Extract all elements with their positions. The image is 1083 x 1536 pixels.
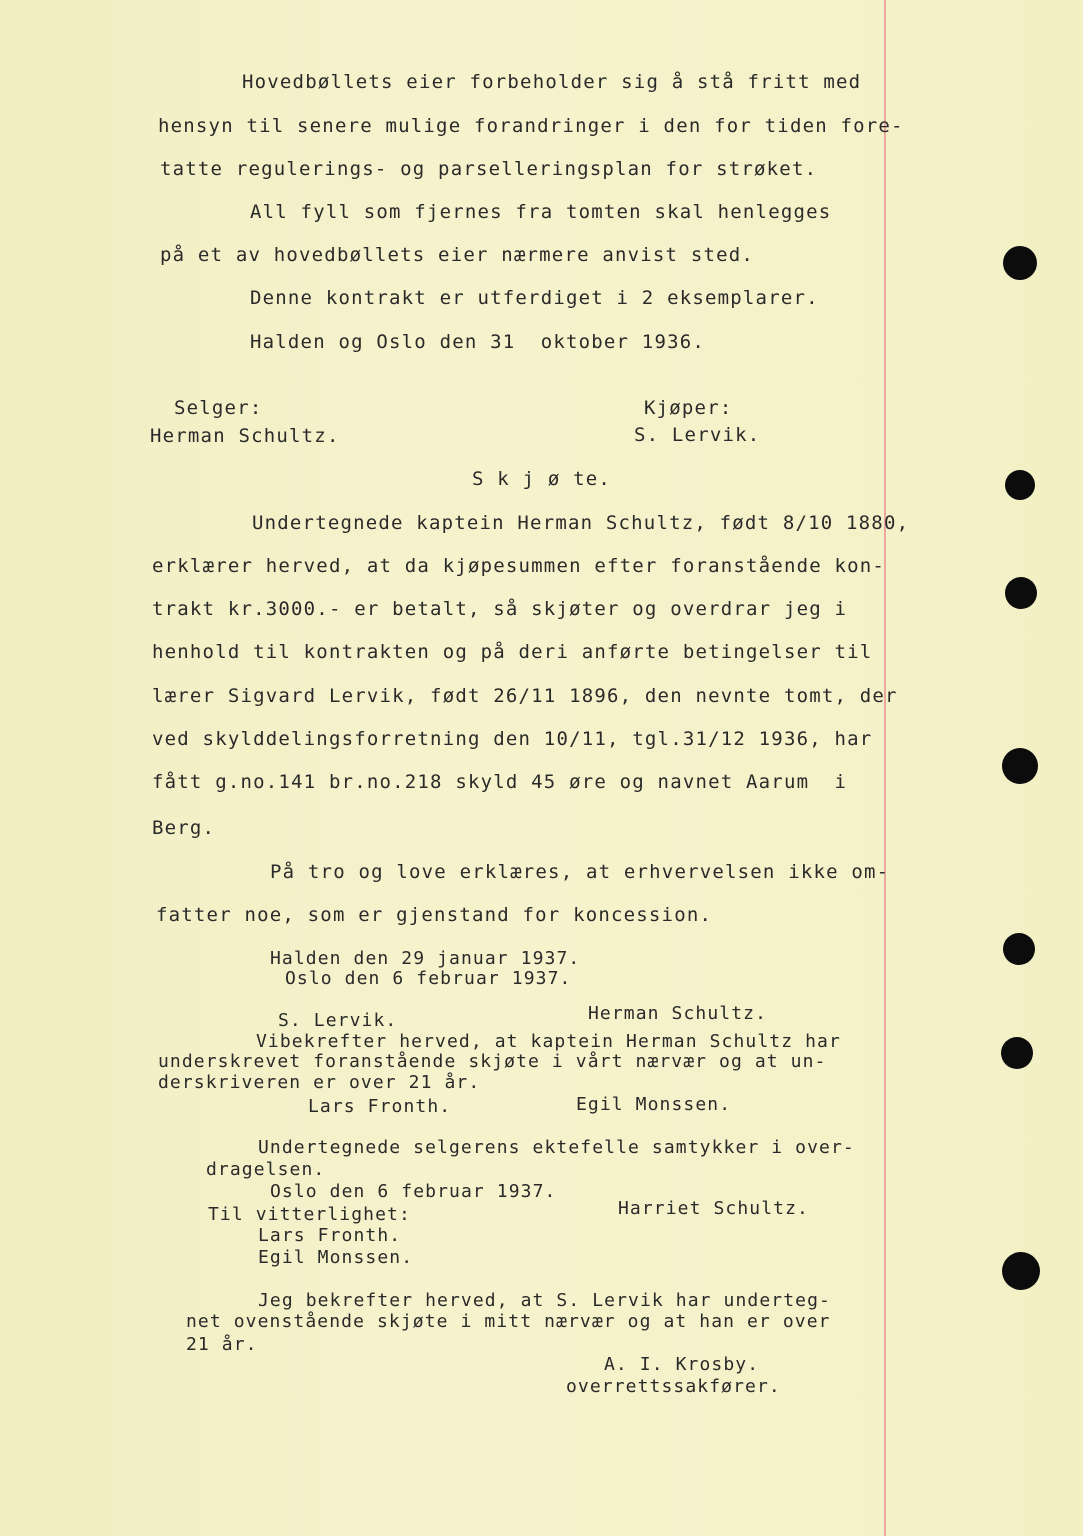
lawyer-title: overrettssakfører. (566, 1376, 781, 1397)
text-line: Hovedbøllets eier forbeholder sig å stå fritt med (242, 71, 862, 93)
text-line: derskriveren er over 21 år. (158, 1072, 481, 1093)
text-line: tatte regulerings- og parselleringsplan for strøket. (160, 158, 818, 180)
text-line: fatter noe, som er gjenstand for koncession. (156, 904, 713, 926)
text-line: Oslo den 6 februar 1937. (270, 1181, 557, 1202)
text-line: Undertegnede kaptein Herman Schultz, født 8/10 1880, (252, 512, 910, 534)
punch-hole (1002, 748, 1038, 784)
text-line: hensyn til senere mulige forandringer i den for tiden fore- (158, 115, 904, 137)
text-line: Oslo den 6 februar 1937. (285, 968, 572, 989)
margin-rule (884, 0, 886, 1536)
text-line: lærer Sigvard Lervik, født 26/11 1896, den nevnte tomt, der (152, 685, 898, 707)
text-line: trakt kr.3000.- er betalt, så skjøter og overdrar jeg i (152, 598, 848, 620)
text-line: Til vitterlighet: (208, 1204, 411, 1225)
seller-name: Herman Schultz. (150, 425, 340, 447)
text-line: Berg. (152, 817, 216, 839)
text-line: Halden den 29 januar 1937. (270, 948, 581, 969)
text-line: underskrevet foranstående skjøte i vårt nærvær og at un- (158, 1051, 827, 1072)
text-line: henhold til kontrakten og på deri anførte betingelser til (152, 641, 873, 663)
text-line: Vibekrefter herved, at kaptein Herman Schultz har (256, 1031, 841, 1052)
punch-hole (1003, 246, 1037, 280)
text-line: erklærer herved, at da kjøpesummen efter foranstående kon- (152, 555, 886, 577)
text-line: Undertegnede selgerens ektefelle samtykker i over- (258, 1137, 855, 1158)
witness-name: Lars Fronth. (308, 1096, 452, 1117)
buyer-heading: Kjøper: (644, 397, 733, 419)
punch-hole (1003, 933, 1035, 965)
punch-hole (1005, 470, 1035, 500)
punch-hole (1002, 1252, 1040, 1290)
text-line: på et av hovedbøllets eier nærmere anvist sted. (160, 244, 755, 266)
text-line: net ovenstående skjøte i mitt nærvær og at han er over (186, 1311, 831, 1332)
punch-hole (1001, 1037, 1033, 1069)
text-line: fått g.no.141 br.no.218 skyld 45 øre og navnet Aarum i (152, 771, 848, 793)
witness-name: Lars Fronth. (258, 1225, 402, 1246)
text-line: På tro og love erklæres, at erhvervelsen ikke om- (270, 861, 890, 883)
signature-spouse: Harriet Schultz. (618, 1198, 809, 1219)
text-line: Jeg bekrefter herved, at S. Lervik har underteg- (258, 1290, 831, 1311)
text-line: All fyll som fjernes fra tomten skal henlegges (250, 201, 832, 223)
buyer-name: S. Lervik. (634, 424, 761, 446)
text-line: Halden og Oslo den 31 oktober 1936. (250, 331, 706, 353)
signature-seller: Herman Schultz. (588, 1003, 768, 1024)
witness-name: Egil Monssen. (576, 1094, 732, 1115)
punch-hole (1005, 577, 1037, 609)
text-line: 21 år. (186, 1334, 258, 1355)
signature-lawyer: A. I. Krosby. (604, 1354, 760, 1375)
text-line: ved skylddelingsforretning den 10/11, tgl.31/12 1936, har (152, 728, 873, 750)
signature-buyer: S. Lervik. (278, 1010, 398, 1031)
witness-name: Egil Monssen. (258, 1247, 414, 1268)
text-line: dragelsen. (206, 1159, 326, 1180)
section-title: S k j ø te. (472, 468, 612, 490)
seller-heading: Selger: (174, 397, 263, 419)
text-line: Denne kontrakt er utferdiget i 2 eksemplarer. (250, 287, 819, 309)
